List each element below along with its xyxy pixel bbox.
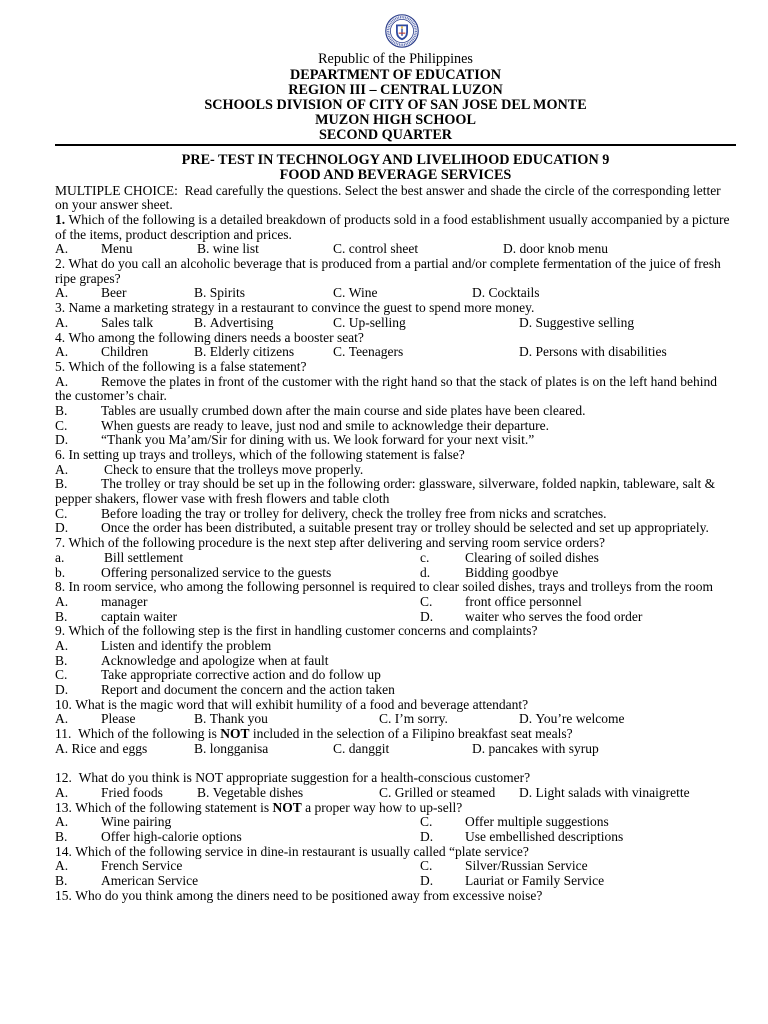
- question-text: a proper way how to up-sell?: [301, 799, 463, 815]
- option-text: The trolley or tray should be set up in the following order: glassware, silverware, folded napkin, tableware, salt &: [101, 476, 716, 492]
- option-text: Once the order has been distributed, a suitable present tray or trolley should be selected and set up appropriately.: [101, 520, 709, 536]
- option-text: Silver/Russian Service: [465, 858, 588, 874]
- question-text: In setting up trays and trolleys, which of the following statement is false?: [68, 447, 465, 463]
- option-letter: b.: [55, 564, 66, 580]
- question-text: What is the magic word that will exhibit humility of a food and beverage attendant?: [75, 696, 529, 712]
- question-2-options: [55, 286, 736, 301]
- option-text: the customer’s chair.: [55, 388, 167, 404]
- option-letter: C.: [55, 417, 68, 433]
- question-number: 12.: [55, 770, 72, 786]
- letterhead: [55, 52, 736, 143]
- question-number: 5.: [55, 358, 66, 374]
- option-letter: A.: [55, 241, 69, 257]
- question-9-option-c: [55, 668, 736, 683]
- question-5-option-c: [55, 419, 736, 434]
- question-number: 10.: [55, 696, 72, 712]
- school-name: MUZON HIGH SCHOOL: [315, 112, 476, 129]
- option-b: [194, 316, 274, 331]
- option-letter: A.: [55, 858, 69, 874]
- option-letter: C.: [55, 667, 68, 683]
- question-text: included in the selection of a Filipino breakfast seat meals?: [249, 726, 573, 742]
- question-text: Which of the following is a detailed breakdown of products sold in a food establishment usually accompanied by a picture: [68, 212, 730, 228]
- option-letter: B.: [197, 241, 210, 257]
- option-d: [503, 242, 608, 257]
- option-d: [519, 786, 690, 801]
- option-letter: C.: [420, 814, 433, 830]
- question-text: Which of the following statement is: [75, 799, 273, 815]
- option-letter: A.: [55, 593, 69, 609]
- option-letter: A.: [55, 373, 69, 389]
- option-letter: D.: [472, 740, 486, 756]
- question-13-options-row-1: [55, 815, 736, 830]
- option-text: manager: [101, 593, 148, 609]
- option-text: Menu: [101, 241, 133, 257]
- option-letter: A.: [55, 637, 69, 653]
- option-text: Beer: [101, 285, 127, 301]
- option-text: Wine: [348, 285, 378, 301]
- option-letter: A.: [55, 784, 69, 800]
- option-text: Offer multiple suggestions: [465, 814, 609, 830]
- option-text: You’re welcome: [535, 711, 625, 727]
- question-text: Who among the following diners needs a booster seat?: [68, 329, 364, 345]
- question-number: 13.: [55, 799, 72, 815]
- question-15-stem: [55, 889, 736, 904]
- question-12-options: [55, 786, 736, 801]
- region-name: REGION III – CENTRAL LUZON: [288, 81, 503, 98]
- question-9-option-a: [55, 639, 736, 654]
- question-3-options: [55, 316, 736, 331]
- quarter-label: SECOND QUARTER: [318, 127, 453, 144]
- deped-seal-icon: [385, 14, 419, 48]
- question-number: 2.: [55, 256, 66, 272]
- option-letter: D.: [503, 241, 517, 257]
- option-letter: D.: [55, 682, 69, 698]
- question-text: Which of the following step is the first in handling customer concerns and complaints?: [68, 623, 538, 639]
- option-letter: C.: [333, 740, 346, 756]
- option-letter: D.: [55, 432, 69, 448]
- option-text: Cocktails: [488, 285, 540, 301]
- question-5-option-a-cont: [55, 389, 736, 404]
- option-text: Tables are usually crumbed down after the main course and side plates have been cleared.: [101, 402, 586, 418]
- question-7-options-row-2: [55, 566, 736, 581]
- question-number: 11.: [55, 726, 72, 742]
- option-text: Children: [101, 344, 149, 360]
- option-letter: C.: [379, 711, 392, 727]
- question-text: Which of the following service in dine-in restaurant is usually called “plate service?: [75, 843, 529, 859]
- option-text: Before loading the tray or trolley for delivery, check the trolley free from nicks and scratches.: [101, 505, 607, 521]
- question-number: 3.: [55, 300, 66, 316]
- option-text: wine list: [212, 241, 259, 257]
- question-text: Which of the following is: [78, 726, 221, 742]
- option-text: Check to ensure that the trolleys move properly.: [104, 461, 364, 477]
- question-8-stem: [55, 580, 736, 595]
- option-text: Elderly citizens: [209, 344, 295, 360]
- option-text: captain waiter: [101, 608, 178, 624]
- option-text: danggit: [348, 740, 390, 756]
- question-1-stem-cont: [55, 228, 736, 243]
- option-text: Take appropriate corrective action and do follow up: [101, 667, 381, 683]
- question-text: ripe grapes?: [55, 270, 121, 286]
- option-letter: B.: [55, 652, 68, 668]
- question-7-options-row-1: [55, 551, 736, 566]
- option-letter: C.: [379, 784, 392, 800]
- option-text: Offering personalized service to the guests: [101, 564, 332, 580]
- question-13-stem: [55, 801, 736, 816]
- option-c: [333, 316, 406, 331]
- question-number: 15.: [55, 887, 72, 903]
- option-letter: A.: [55, 461, 69, 477]
- option-b: [194, 712, 268, 727]
- question-6-option-b-cont: [55, 492, 736, 507]
- option-a: [55, 742, 147, 757]
- option-text: pepper shakers, flower vase with fresh flowers and table cloth: [55, 491, 390, 507]
- option-text: Clearing of soiled dishes: [465, 549, 599, 565]
- option-text: Wine pairing: [101, 814, 172, 830]
- question-5-option-b: [55, 404, 736, 419]
- option-text: Sales talk: [101, 314, 154, 330]
- option-b: [197, 242, 259, 257]
- question-8-options-row-2: [55, 610, 736, 625]
- option-text: Thank you: [209, 711, 268, 727]
- option-text: Light salads with vinaigrette: [535, 784, 690, 800]
- country-name: Republic of the Philippines: [318, 51, 473, 68]
- option-letter: D.: [472, 285, 486, 301]
- question-8-options-row-1: [55, 595, 736, 610]
- option-d: [472, 742, 599, 757]
- option-letter: B.: [55, 828, 68, 844]
- option-text: Remove the plates in front of the customer with the right hand so that the stack of plates is on the left hand behind: [101, 373, 717, 389]
- option-text: Grilled or steamed: [394, 784, 496, 800]
- question-10-options: [55, 712, 736, 727]
- question-6-option-a: [55, 463, 736, 478]
- option-letter: B.: [55, 608, 68, 624]
- option-letter: B.: [55, 476, 68, 492]
- blank-line: [55, 756, 736, 771]
- option-d: [519, 316, 634, 331]
- question-number: 14.: [55, 843, 72, 859]
- question-5-option-a: [55, 375, 736, 390]
- option-d: [519, 712, 624, 727]
- question-9-option-d: [55, 683, 736, 698]
- option-letter: C.: [333, 285, 346, 301]
- option-text: Suggestive selling: [535, 314, 635, 330]
- option-letter: B.: [197, 784, 210, 800]
- option-c: [333, 345, 403, 360]
- option-text: French Service: [101, 858, 183, 874]
- option-letter: A.: [55, 711, 69, 727]
- option-letter: D.: [519, 314, 533, 330]
- question-14-options-row-1: [55, 859, 736, 874]
- option-letter: C.: [333, 344, 346, 360]
- option-c: [333, 286, 377, 301]
- question-5-option-d: [55, 433, 736, 448]
- option-letter: D.: [519, 344, 533, 360]
- question-11-stem: [55, 727, 736, 742]
- option-b: [197, 786, 303, 801]
- option-c: [379, 786, 495, 801]
- option-text: Rice and eggs: [71, 740, 148, 756]
- question-text: Which of the following is a false statement?: [68, 358, 307, 374]
- option-text: Vegetable dishes: [212, 784, 304, 800]
- option-letter: B.: [55, 872, 68, 888]
- question-number: 6.: [55, 447, 66, 463]
- question-9-stem: [55, 624, 736, 639]
- instructions-line-2: [55, 198, 736, 213]
- option-letter: c.: [420, 549, 430, 565]
- question-4-options: [55, 345, 736, 360]
- option-text: Please: [101, 711, 136, 727]
- option-text: waiter who serves the food order: [465, 608, 643, 624]
- option-letter: a.: [55, 549, 65, 565]
- option-text: Up-selling: [348, 314, 406, 330]
- question-3-stem: [55, 301, 736, 316]
- question-12-stem: [55, 771, 736, 786]
- instructions-text: MULTIPLE CHOICE: Read carefully the questions. Select the best answer and shade the circle of the corresponding letter: [55, 182, 721, 198]
- option-text: Lauriat or Family Service: [465, 872, 605, 888]
- test-body: [55, 184, 736, 904]
- department-name: DEPARTMENT OF EDUCATION: [289, 66, 501, 83]
- question-14-options-row-2: [55, 874, 736, 889]
- option-text: “Thank you Ma’am/Sir for dining with us. We look forward for your next visit.”: [101, 432, 535, 448]
- option-text: Report and document the concern and the action taken: [101, 682, 395, 698]
- option-letter: A.: [55, 740, 69, 756]
- option-c: [333, 742, 389, 757]
- option-letter: A.: [55, 344, 69, 360]
- option-letter: A.: [55, 314, 69, 330]
- question-text: Which of the following procedure is the next step after delivering and serving room service orders?: [68, 535, 605, 551]
- option-letter: C.: [420, 593, 433, 609]
- question-emphasis: NOT: [272, 799, 302, 815]
- question-1-options: [55, 242, 736, 257]
- option-letter: D.: [420, 608, 434, 624]
- test-title: [55, 153, 736, 183]
- option-letter: D.: [519, 711, 533, 727]
- option-d: [472, 286, 540, 301]
- option-b: [194, 286, 245, 301]
- option-letter: B.: [55, 402, 68, 418]
- option-letter: D.: [420, 828, 434, 844]
- question-text: What do you think is NOT appropriate suggestion for a health-conscious customer?: [78, 770, 531, 786]
- division-name: SCHOOLS DIVISION OF CITY OF SAN JOSE DEL MONTE: [204, 96, 587, 113]
- option-text: When guests are ready to leave, just nod and smile to acknowledge their departure.: [101, 417, 549, 433]
- option-d: [519, 345, 667, 360]
- question-1-stem: [55, 213, 736, 228]
- option-text: Bidding goodbye: [465, 564, 559, 580]
- question-6-option-c: [55, 507, 736, 522]
- option-letter: B.: [194, 285, 207, 301]
- question-5-stem: [55, 360, 736, 375]
- instructions-line-1: [55, 184, 736, 199]
- option-c: [333, 242, 418, 257]
- option-letter: d.: [420, 564, 431, 580]
- option-text: front office personnel: [465, 593, 582, 609]
- question-9-option-b: [55, 654, 736, 669]
- option-b: [194, 345, 294, 360]
- question-emphasis: NOT: [220, 726, 250, 742]
- option-text: Use embellished descriptions: [465, 828, 624, 844]
- question-text: What do you call an alcoholic beverage that is produced from a partial and/or complete fermentation of the juice of fresh: [68, 256, 721, 272]
- question-11-options: [55, 742, 736, 757]
- question-2-stem-cont: [55, 272, 736, 287]
- header-divider: [55, 144, 736, 146]
- option-letter: C.: [333, 241, 346, 257]
- option-letter: D.: [519, 784, 533, 800]
- question-number: 8.: [55, 579, 66, 595]
- question-10-stem: [55, 698, 736, 713]
- option-text: Bill settlement: [104, 549, 184, 565]
- option-text: pancakes with syrup: [488, 740, 599, 756]
- option-b: [194, 742, 268, 757]
- option-text: Offer high-calorie options: [101, 828, 242, 844]
- question-number: 4.: [55, 329, 66, 345]
- option-letter: B.: [194, 740, 207, 756]
- question-number: 1.: [55, 212, 66, 228]
- option-letter: D.: [55, 520, 69, 536]
- test-title-line-2: FOOD AND BEVERAGE SERVICES: [279, 166, 512, 183]
- option-text: door knob menu: [519, 241, 608, 257]
- option-text: longganisa: [209, 740, 269, 756]
- option-text: Spirits: [209, 285, 246, 301]
- option-text: Fried foods: [101, 784, 163, 800]
- option-letter: C.: [55, 505, 68, 521]
- question-14-stem: [55, 845, 736, 860]
- option-c: [379, 712, 448, 727]
- option-letter: B.: [194, 314, 207, 330]
- option-text: I’m sorry.: [394, 711, 448, 727]
- question-6-stem: [55, 448, 736, 463]
- question-text: of the items, product description and prices.: [55, 226, 292, 242]
- question-text: In room service, who among the following personnel is required to clear soiled dishes, trays and trolleys from the room: [68, 579, 713, 595]
- option-letter: C.: [420, 858, 433, 874]
- test-title-line-1: PRE- TEST IN TECHNOLOGY AND LIVELIHOOD EDUCATION 9: [181, 151, 610, 168]
- option-letter: B.: [194, 711, 207, 727]
- question-13-options-row-2: [55, 830, 736, 845]
- option-letter: A.: [55, 285, 69, 301]
- question-number: 9.: [55, 623, 66, 639]
- option-text: control sheet: [348, 241, 419, 257]
- question-4-stem: [55, 331, 736, 346]
- question-2-stem: [55, 257, 736, 272]
- option-text: Acknowledge and apologize when at fault: [101, 652, 329, 668]
- option-letter: A.: [55, 814, 69, 830]
- option-text: Persons with disabilities: [535, 344, 667, 360]
- option-text: Teenagers: [348, 344, 404, 360]
- question-7-stem: [55, 536, 736, 551]
- option-text: Advertising: [209, 314, 274, 330]
- question-text: Who do you think among the diners need to be positioned away from excessive noise?: [75, 887, 543, 903]
- option-letter: B.: [194, 344, 207, 360]
- question-6-option-d: [55, 521, 736, 536]
- question-6-option-b: [55, 477, 736, 492]
- option-text: Listen and identify the problem: [101, 637, 272, 653]
- option-letter: D.: [420, 872, 434, 888]
- question-number: 7.: [55, 535, 66, 551]
- instructions-text: on your answer sheet.: [55, 197, 173, 213]
- option-text: American Service: [101, 872, 199, 888]
- question-text: Name a marketing strategy in a restaurant to convince the guest to spend more money.: [68, 300, 535, 316]
- option-letter: C.: [333, 314, 346, 330]
